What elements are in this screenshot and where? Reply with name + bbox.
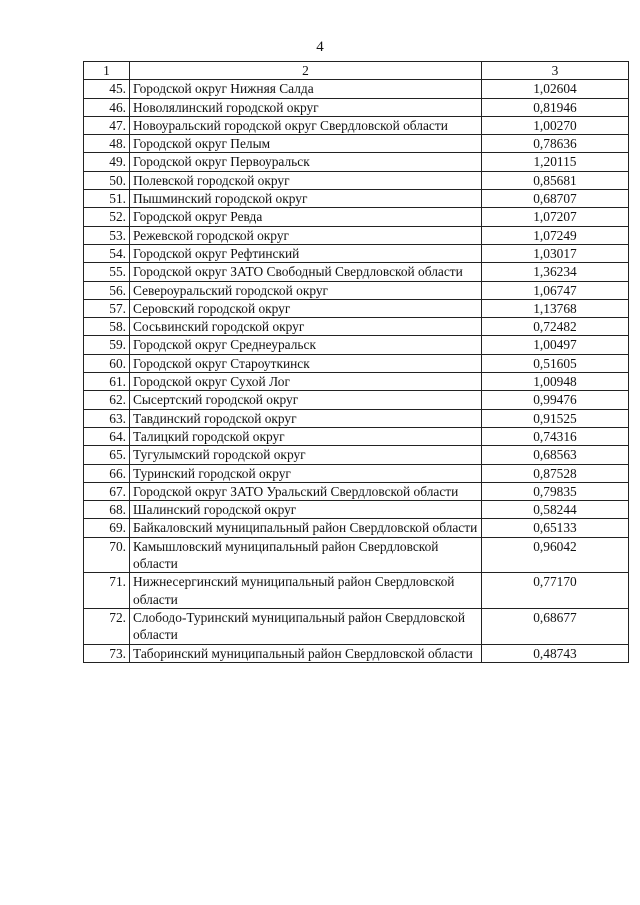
coefficient-value-cell: 1,20115	[482, 153, 629, 171]
coefficient-value-cell: 1,00270	[482, 116, 629, 134]
coefficient-value-cell: 0,72482	[482, 318, 629, 336]
table-body	[84, 62, 629, 663]
row-number-cell: 50.	[84, 171, 130, 189]
row-number-cell: 60.	[84, 354, 130, 372]
table-row	[84, 427, 629, 445]
municipality-name-cell: Городской округ Сухой Лог	[130, 373, 482, 391]
municipality-name-cell: Тавдинский городской округ	[130, 409, 482, 427]
table-row	[84, 354, 629, 372]
coefficient-value-cell: 0,99476	[482, 391, 629, 409]
municipality-name-cell: Пышминский городской округ	[130, 190, 482, 208]
coefficient-value-cell: 0,77170	[482, 573, 629, 609]
municipality-name-cell: Байкаловский муниципальный район Свердловской области	[130, 519, 482, 537]
coefficient-value-cell: 1,36234	[482, 263, 629, 281]
municipality-name-cell: Камышловский муниципальный район Свердловской области	[130, 537, 482, 573]
row-number-cell: 57.	[84, 299, 130, 317]
row-number-cell: 62.	[84, 391, 130, 409]
table-row	[84, 281, 629, 299]
table-row	[84, 80, 629, 98]
municipality-name-cell: Полевской городской округ	[130, 171, 482, 189]
table-row	[84, 190, 629, 208]
municipality-name-cell: Таборинский муниципальный район Свердловской области	[130, 644, 482, 662]
municipality-name-cell: Шалинский городской округ	[130, 501, 482, 519]
table-row	[84, 336, 629, 354]
row-number-cell: 54.	[84, 244, 130, 262]
municipality-name-cell: Талицкий городской округ	[130, 427, 482, 445]
coefficient-value-cell: 1,07207	[482, 208, 629, 226]
table-row	[84, 98, 629, 116]
municipality-name-cell: Новолялинский городской округ	[130, 98, 482, 116]
table-row	[84, 135, 629, 153]
municipality-name-cell: Городской округ Ревда	[130, 208, 482, 226]
municipality-name-cell: Серовский городской округ	[130, 299, 482, 317]
municipality-name-cell: Городской округ ЗАТО Уральский Свердловской области	[130, 482, 482, 500]
table-row	[84, 644, 629, 662]
table-row	[84, 153, 629, 171]
row-number-cell: 46.	[84, 98, 130, 116]
table-row	[84, 263, 629, 281]
coefficient-value-cell: 0,68707	[482, 190, 629, 208]
row-number-cell: 52.	[84, 208, 130, 226]
row-number-cell: 63.	[84, 409, 130, 427]
coefficient-value-cell: 1,03017	[482, 244, 629, 262]
row-number-cell: 68.	[84, 501, 130, 519]
table-row	[84, 608, 629, 644]
coefficient-value-cell: 0,48743	[482, 644, 629, 662]
municipality-name-cell: Городской округ Нижняя Салда	[130, 80, 482, 98]
coefficient-value-cell: 0,85681	[482, 171, 629, 189]
table-row	[84, 446, 629, 464]
row-number-cell: 70.	[84, 537, 130, 573]
row-number-cell: 72.	[84, 608, 130, 644]
municipality-name-cell: Городской округ ЗАТО Свободный Свердловской области	[130, 263, 482, 281]
coefficient-value-cell: 1,00497	[482, 336, 629, 354]
table-header-row	[84, 62, 629, 80]
table-row	[84, 318, 629, 336]
row-number-cell: 53.	[84, 226, 130, 244]
municipality-name-cell: Городской округ Первоуральск	[130, 153, 482, 171]
municipality-name-cell: Новоуральский городской округ Свердловской области	[130, 116, 482, 134]
row-number-cell: 55.	[84, 263, 130, 281]
municipality-name-cell: Североуральский городской округ	[130, 281, 482, 299]
row-number-cell: 45.	[84, 80, 130, 98]
row-number-cell: 61.	[84, 373, 130, 391]
coefficient-value-cell: 0,65133	[482, 519, 629, 537]
municipality-name-cell: Городской округ Среднеуральск	[130, 336, 482, 354]
table-row	[84, 373, 629, 391]
table-row	[84, 171, 629, 189]
row-number-cell: 47.	[84, 116, 130, 134]
coefficient-value-cell: 0,96042	[482, 537, 629, 573]
coefficient-value-cell: 1,06747	[482, 281, 629, 299]
row-number-cell: 49.	[84, 153, 130, 171]
column-header-number: 1	[84, 62, 130, 80]
coefficient-value-cell: 0,68677	[482, 608, 629, 644]
table-row	[84, 208, 629, 226]
table-row	[84, 391, 629, 409]
coefficient-value-cell: 0,79835	[482, 482, 629, 500]
table-row	[84, 573, 629, 609]
table-row	[84, 482, 629, 500]
row-number-cell: 59.	[84, 336, 130, 354]
table-row	[84, 116, 629, 134]
coefficient-value-cell: 0,91525	[482, 409, 629, 427]
coefficient-value-cell: 0,51605	[482, 354, 629, 372]
table-row	[84, 501, 629, 519]
row-number-cell: 56.	[84, 281, 130, 299]
coefficient-value-cell: 1,00948	[482, 373, 629, 391]
coefficient-value-cell: 0,74316	[482, 427, 629, 445]
row-number-cell: 65.	[84, 446, 130, 464]
coefficient-value-cell: 0,68563	[482, 446, 629, 464]
municipality-name-cell: Режевской городской округ	[130, 226, 482, 244]
municipality-name-cell: Городской округ Рефтинский	[130, 244, 482, 262]
row-number-cell: 48.	[84, 135, 130, 153]
coefficients-table	[83, 61, 629, 663]
municipality-name-cell: Сысертский городской округ	[130, 391, 482, 409]
table-row	[84, 464, 629, 482]
coefficient-value-cell: 0,81946	[482, 98, 629, 116]
row-number-cell: 67.	[84, 482, 130, 500]
page-number: 4	[316, 39, 324, 55]
municipality-name-cell: Сосьвинский городской округ	[130, 318, 482, 336]
coefficient-value-cell: 0,78636	[482, 135, 629, 153]
table-row	[84, 226, 629, 244]
row-number-cell: 69.	[84, 519, 130, 537]
table-row	[84, 244, 629, 262]
column-header-name: 2	[130, 62, 482, 80]
table-row	[84, 409, 629, 427]
table-row	[84, 519, 629, 537]
coefficient-value-cell: 1,02604	[482, 80, 629, 98]
coefficient-value-cell: 1,13768	[482, 299, 629, 317]
municipality-name-cell: Городской округ Староуткинск	[130, 354, 482, 372]
row-number-cell: 64.	[84, 427, 130, 445]
municipality-name-cell: Городской округ Пелым	[130, 135, 482, 153]
column-header-value: 3	[482, 62, 629, 80]
table-row	[84, 299, 629, 317]
row-number-cell: 51.	[84, 190, 130, 208]
row-number-cell: 58.	[84, 318, 130, 336]
municipality-name-cell: Слободо-Туринский муниципальный район Свердловской области	[130, 608, 482, 644]
coefficient-value-cell: 0,87528	[482, 464, 629, 482]
table-row	[84, 537, 629, 573]
municipality-name-cell: Туринский городской округ	[130, 464, 482, 482]
row-number-cell: 73.	[84, 644, 130, 662]
municipality-name-cell: Нижнесергинский муниципальный район Свердловской области	[130, 573, 482, 609]
row-number-cell: 71.	[84, 573, 130, 609]
coefficient-value-cell: 1,07249	[482, 226, 629, 244]
coefficient-value-cell: 0,58244	[482, 501, 629, 519]
row-number-cell: 66.	[84, 464, 130, 482]
municipality-name-cell: Тугулымский городской округ	[130, 446, 482, 464]
